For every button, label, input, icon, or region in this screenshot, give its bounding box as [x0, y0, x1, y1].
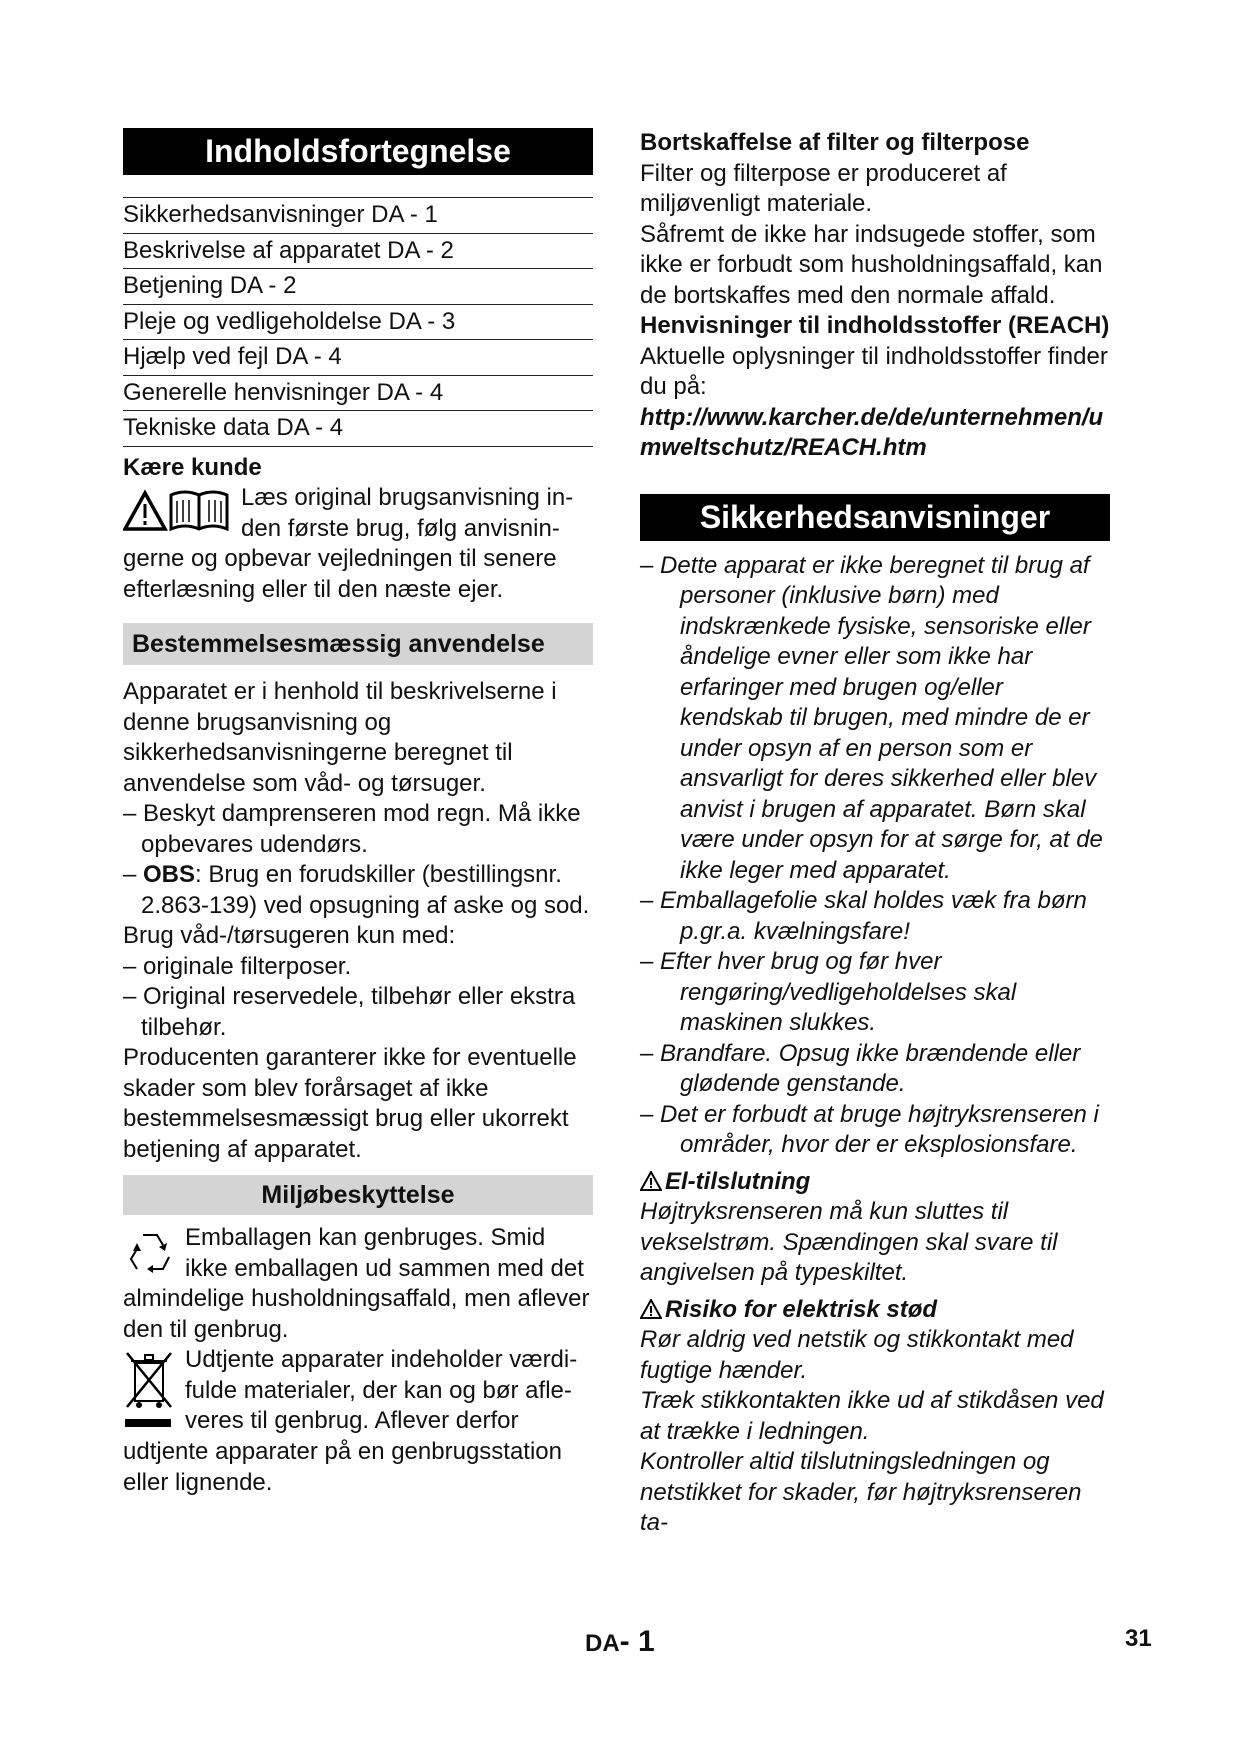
recycle-icon [123, 1227, 177, 1281]
paragraph: Producenten garanterer ikke for eventuelle skader som blev forårsaget af ikke bestemmelsesmæssigt brug eller ukorrekt betjening af apparatet. [123, 1044, 577, 1163]
el-heading: El-tilslutning [640, 1167, 1110, 1198]
paragraph: almindelige husholdningsaffald, men aflever den til genbrug. [123, 1285, 590, 1343]
dear-customer-heading: Kære kunde [123, 453, 262, 481]
paragraph: Kontroller altid tilslutningsledningen og netstikket for skader, før højtryksrenseren ta- [640, 1448, 1082, 1536]
intended-use-section [123, 677, 593, 1165]
disposal-heading: Bortskaffelse af filter og filterpose [640, 129, 1030, 156]
paragraph: Højtryksrenseren må kun sluttes til vekselstrøm. Spændingen skal svare til angivelsen på typeskiltet. [640, 1198, 1058, 1286]
paragraph: Træk stikkontakten ikke ud af stikdåsen ved at trække i ledningen. [640, 1387, 1104, 1445]
safety-title: Sikkerhedsanvisninger [640, 494, 1110, 541]
paragraph: udtjente apparater på en genbrugsstation eller lignende. [123, 1438, 562, 1496]
section-page-label: DA- 1 [585, 1625, 655, 1658]
toc-item[interactable]: Beskrivelse af apparatet DA - 2 [123, 234, 593, 270]
list-item: – Beskyt damprenseren mod regn. Må ikke opbevares udendørs. [123, 800, 581, 858]
left-column [123, 128, 593, 1498]
toc-title: Indholdsfortegnelse [123, 128, 593, 175]
table-of-contents [123, 197, 593, 447]
warning-manual-icon [123, 487, 233, 539]
list-item: – originale filterposer. [123, 952, 352, 980]
list-item: – Efter hver brug og før hver rengøring/vedligeholdelses skal maskinen slukkes. [640, 948, 1017, 1036]
paragraph: Filter og filterpose er produceret af miljøvenligt materiale. [640, 159, 1007, 217]
list-item: – Brandfare. Opsug ikke brændende eller glødende genstande. [640, 1039, 1081, 1097]
list-item: – Emballagefolie skal holdes væk fra børn p.gr.a. kvælningsfare! [640, 887, 1087, 945]
right-column [640, 128, 1110, 1539]
toc-item[interactable]: Sikkerhedsanvisninger DA - 1 [123, 198, 593, 234]
paragraph: Såfremt de ikke har indsugede stoffer, som ikke er forbudt som husholdningsaffald, kan de bortskaffes med den normale affald. [640, 220, 1103, 309]
list-item: – Original reservedele, tilbehør eller ekstra tilbehør. [123, 983, 576, 1041]
paragraph: veres til genbrug. Aflever derfor [185, 1407, 519, 1434]
paragraph: Emballagen kan genbruges. Smid [185, 1224, 546, 1251]
paragraph: ikke emballagen ud sammen med det [185, 1254, 584, 1282]
dear-customer-text: gerne og opbevar vejledningen til senere efterlæsning eller til den næste ejer. [123, 545, 557, 603]
environment-section [123, 1223, 593, 1498]
warning-icon [640, 1171, 662, 1191]
paragraph: Aktuelle oplysninger til indholdsstoffer finder du på: [640, 342, 1108, 400]
toc-item[interactable]: Generelle henvisninger DA - 4 [123, 376, 593, 412]
toc-item[interactable]: Hjælp ved fejl DA - 4 [123, 340, 593, 376]
toc-item[interactable]: Pleje og vedligeholdelse DA - 3 [123, 305, 593, 341]
paragraph: fulde materialer, der kan og bør afle- [185, 1376, 572, 1404]
reach-heading: Henvisninger til indholdsstoffer (REACH) [640, 312, 1110, 339]
page-number: 31 [1125, 1625, 1152, 1652]
toc-item[interactable]: Betjening DA - 2 [123, 269, 593, 305]
paragraph: Apparatet er i henhold til beskrivelserne i denne brugsanvisning og sikkerhedsanvisningerne beregnet til anvendelse som våd- og tørsuger. [123, 678, 557, 797]
shock-heading: Risiko for elektrisk stød [640, 1295, 1110, 1326]
paragraph: Udtjente apparater indeholder værdi- [185, 1346, 578, 1373]
weee-bin-icon [123, 1349, 177, 1437]
intended-use-heading: Bestemmelsesmæssig anvendelse [123, 623, 593, 665]
toc-item[interactable]: Tekniske data DA - 4 [123, 411, 593, 447]
list-item: – OBS: Brug en forudskiller (bestillingsnr. 2.863-139) ved opsugning af aske og sod. [123, 861, 590, 919]
list-item: – Det er forbudt at bruge højtryksrenseren i områder, hvor der er eksplosionsfare. [640, 1100, 1099, 1158]
dear-customer-text: Læs original brugsanvisning in- [241, 484, 574, 511]
paragraph: Rør aldrig ved netstik og stikkontakt med fugtige hænder. [640, 1326, 1074, 1384]
dear-customer-text: den første brug, følg anvisnin- [241, 514, 560, 542]
list-item: – Dette apparat er ikke beregnet til brug af personer (inklusive børn) med indskrænkede fysiske, sensoriske eller åndelige evner eller som ikke har erfaringer med brugen og/eller kendskab til brugen, med mindre de er under opsyn af en person som er ansvarligt for deres sikkerhed eller blev anvist i brugen af apparatet. Børn skal være under opsyn for at sørge for, at de ikke leger med apparatet. [640, 551, 1103, 884]
reach-link[interactable]: http://www.karcher.de/de/unternehmen/umweltschutz/REACH.htm [640, 403, 1104, 461]
environment-heading: Miljøbeskyttelse [123, 1175, 593, 1215]
paragraph: Brug våd-/tørsugeren kun med: [123, 922, 456, 949]
safety-list [640, 551, 1110, 1161]
dear-customer-section [123, 453, 593, 606]
warning-icon [640, 1299, 662, 1319]
